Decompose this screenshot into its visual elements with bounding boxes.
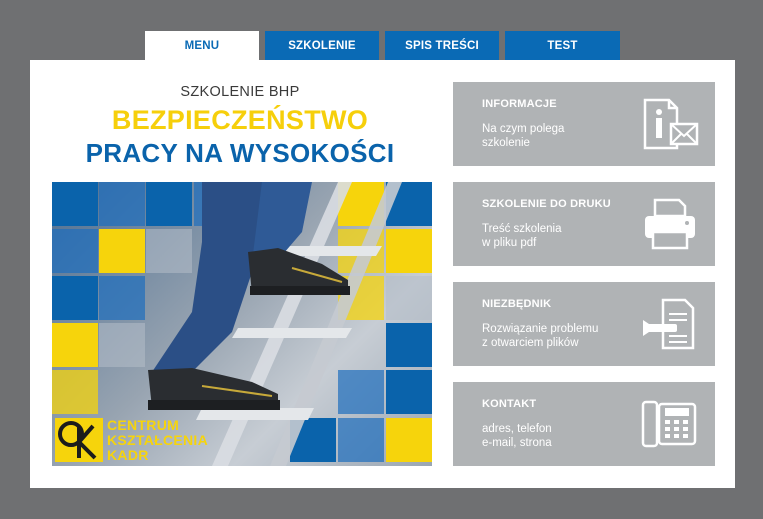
card-description: adres, telefon e-mail, strona: [482, 423, 552, 449]
tab-test[interactable]: TEST: [505, 31, 620, 60]
company-logo: [55, 418, 215, 466]
phone-icon: [641, 398, 699, 450]
hero-image: [52, 182, 432, 466]
card-niezbednik[interactable]: [453, 282, 715, 366]
tab-spis-tresci[interactable]: SPIS TREŚCI: [385, 31, 499, 60]
printer-icon: [641, 198, 699, 250]
main-panel: [30, 60, 735, 488]
card-title: SZKOLENIE DO DRUKU: [482, 198, 611, 210]
logo-line1: CENTRUM: [107, 417, 180, 433]
info-mail-icon: [641, 98, 699, 150]
tools-document-icon: [641, 298, 699, 350]
card-title: INFORMACJE: [482, 98, 557, 110]
course-subtitle: SZKOLENIE BHP: [180, 84, 300, 100]
ckk-logo-icon: [55, 418, 103, 462]
card-title: NIEZBĘDNIK: [482, 298, 552, 310]
logo-line3: KADR: [107, 447, 149, 463]
card-title: KONTAKT: [482, 398, 537, 410]
course-title-line2: PRACY NA WYSOKOŚCI: [85, 138, 395, 168]
card-szkolenie-do-druku[interactable]: [453, 182, 715, 266]
card-description: Na czym polega szkolenie: [482, 123, 565, 149]
tab-szkolenie[interactable]: SZKOLENIE: [265, 31, 379, 60]
card-description: Rozwiązanie problemu z otwarciem plików: [482, 323, 599, 349]
card-kontakt[interactable]: [453, 382, 715, 466]
logo-line2: KSZTAŁCENIA: [107, 432, 209, 448]
tab-menu[interactable]: MENU: [145, 31, 259, 60]
course-title-line1: BEZPIECZEŃSTWO: [111, 105, 369, 135]
card-informacje[interactable]: [453, 82, 715, 166]
card-description: Treść szkolenia w pliku pdf: [482, 223, 562, 249]
